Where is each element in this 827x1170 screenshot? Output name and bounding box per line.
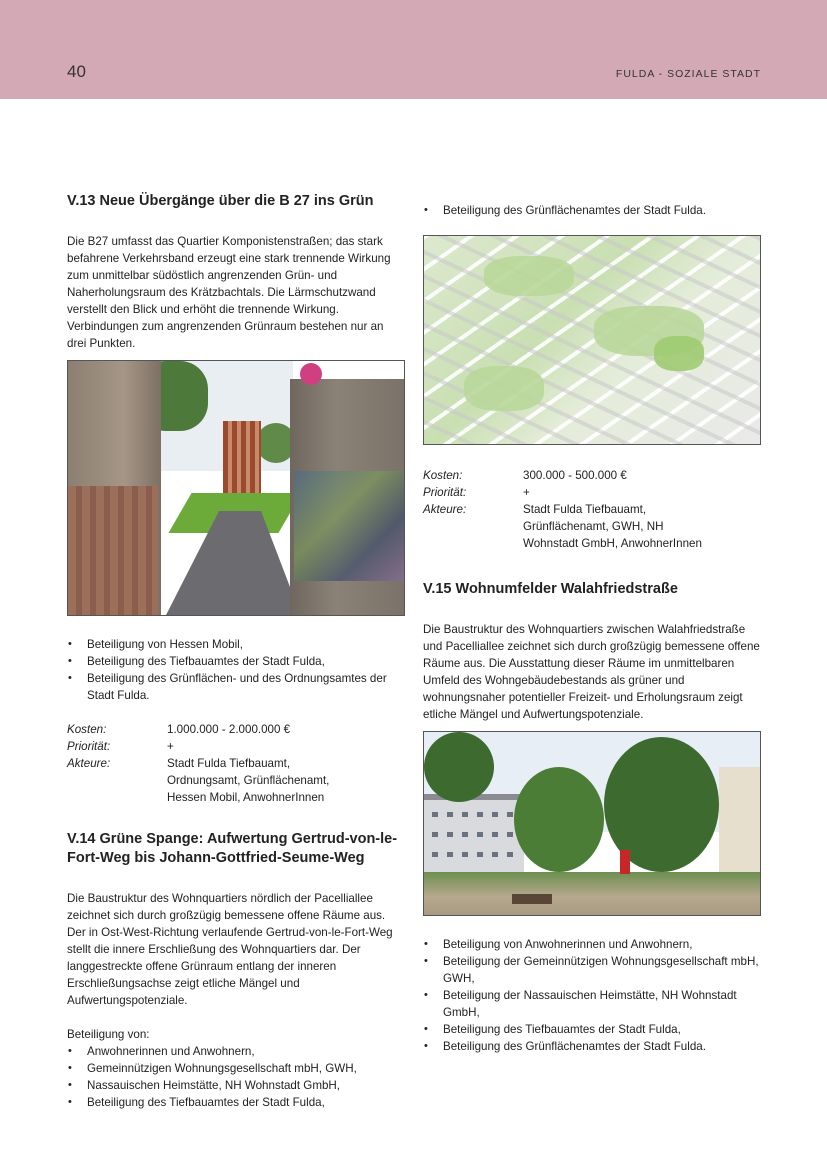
v14-intro: Beteiligung von: (67, 1028, 150, 1041)
prioritaet-label: Priorität: (67, 740, 111, 753)
list-item: • Nassauischen Heimstätte, NH Wohnstadt GmbH, (67, 1077, 405, 1094)
list-item: • Beteiligung des Tiefbauamtes der Stadt Fulda, (67, 653, 405, 670)
list-item: • Beteiligung des Grünflächen- und des Ordnungsamtes der Stadt Fulda. (67, 670, 405, 704)
list-item: • Beteiligung des Tiefbauamtes der Stadt Fulda, (67, 1094, 405, 1111)
list-item: • Gemeinnützigen Wohnungsgesellschaft mbH, GWH, (67, 1060, 405, 1077)
list-item: • Anwohnerinnen und Anwohnern, (67, 1043, 405, 1060)
list-item: • Beteiligung des Grünflächenamtes der Stadt Fulda. (423, 1038, 760, 1055)
v13-meta (67, 721, 405, 806)
v15-bullet-list (423, 936, 760, 1055)
list-item: • Beteiligung von Anwohnerinnen und Anwohnern, (423, 936, 760, 953)
list-item: • Beteiligung der Nassauischen Heimstätte, NH Wohnstadt GmbH, (423, 987, 760, 1021)
akteure-value: Stadt Fulda Tiefbauamt, Ordnungsamt, Grünflächenamt, Hessen Mobil, AnwohnerInnen (167, 757, 330, 804)
list-item: • Beteiligung des Tiefbauamtes der Stadt Fulda, (423, 1021, 760, 1038)
v13-bullet-list (67, 636, 405, 704)
section-title-v13: V.13 Neue Übergänge über die B 27 ins Grün (67, 193, 374, 209)
akteure-value: Stadt Fulda Tiefbauamt, Grünflächenamt, GWH, NH Wohnstadt GmbH, AnwohnerInnen (523, 503, 702, 550)
prioritaet-label: Priorität: (423, 486, 467, 499)
list-item: • Beteiligung des Grünflächenamtes der Stadt Fulda. (423, 202, 760, 219)
section-title-v15: V.15 Wohnumfelder Walahfriedstraße (423, 581, 678, 597)
list-item: • Beteiligung von Hessen Mobil, (67, 636, 405, 653)
prioritaet-value: + (523, 486, 530, 499)
section-title-v14: V.14 Grüne Spange: Aufwertung Gertrud-von-le-Fort-Weg bis Johann-Gottfried-Seume-Weg (67, 831, 398, 866)
page-number: 40 (67, 62, 86, 81)
kosten-label: Kosten: (423, 469, 463, 482)
akteure-label: Akteure: (67, 757, 111, 770)
photo-residential-green-space (423, 731, 761, 916)
v15-body: Die Baustruktur des Wohnquartiers zwischen Walahfriedstraße und Pacelliallee zeichnet sich durch großzügig bemessene offene Räume aus. Die Ausstattung dieser Räume im unmittelbaren Umfeld des Wohngebäudebestands als grüner und wohnungsnaher potentieller Freizeit- und Erholungsraum zeigt etliche Mängel und Aufwertungspotenziale. (423, 623, 760, 721)
site-map-image (423, 235, 761, 445)
v14-bullet-list-continued (423, 202, 760, 219)
kosten-label: Kosten: (67, 723, 107, 736)
left-column (67, 192, 405, 1111)
kosten-value: 1.000.000 - 2.000.000 € (167, 723, 291, 736)
v14-body: Die Baustruktur des Wohnquartiers nördlich der Pacelliallee zeichnet sich durch großzügig bemessene offene Räume aus. Der in Ost-West-Richtung verlaufende Gertrud-von-le-Fort-Weg stellt die innere Erschließung des Wohnquartiers dar. Der langgestreckte offene Grünraum entlang der inneren Erschließungsachse zeigt etliche Mängel und Aufwertungspotenziale. (67, 892, 393, 1007)
v13-body: Die B27 umfasst das Quartier Komponistenstraßen; das stark befahrene Verkehrsband erzeugt eine stark trennende Wirkung zum unmittelbar südöstlich angrenzenden Grün- und Naherholungsraum des Krätzbachtals. Die Lärmschutzwand verstellt den Blick und erhöht die trennende Wirkung. Verbindungen zum angrenzenden Grünraum bestehen nur an drei Punkten. (67, 235, 391, 350)
prioritaet-value: + (167, 740, 174, 753)
kosten-value: 300.000 - 500.000 € (523, 469, 627, 482)
akteure-label: Akteure: (423, 503, 467, 516)
v14-meta (423, 467, 760, 552)
list-item: • Beteiligung der Gemeinnützigen Wohnungsgesellschaft mbH, GWH, (423, 953, 760, 987)
right-column (423, 202, 760, 1055)
page-header (0, 0, 827, 99)
running-title: FULDA - SOZIALE STADT (615, 68, 761, 80)
v14-bullet-list (67, 1043, 405, 1111)
photo-noise-barrier-path (67, 360, 405, 616)
